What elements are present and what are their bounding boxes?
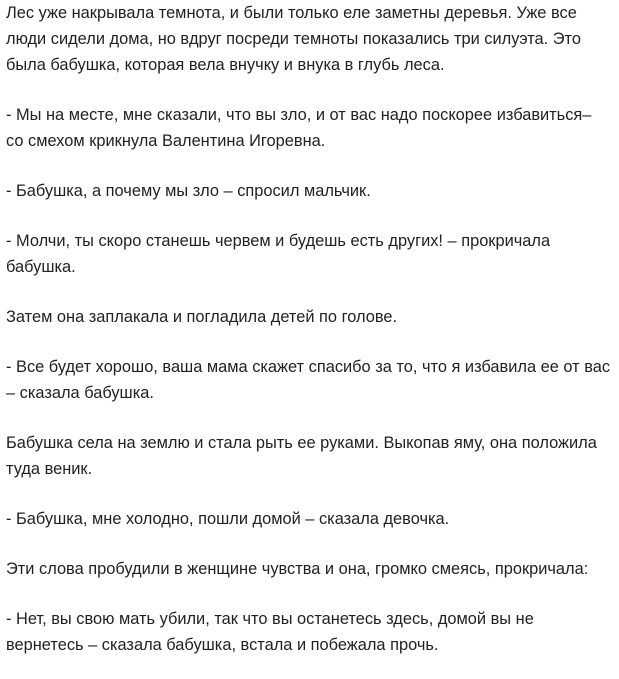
paragraph-dialogue-boy: - Бабушка, а почему мы зло – спросил мальчик.: [6, 182, 371, 200]
paragraph-narration-1: Затем она заплакала и погладила детей по голове.: [6, 308, 398, 326]
paragraph-dialogue-grandmother-1: - Мы на месте, мне сказали, что вы зло, и от вас надо поскорее избавиться– со смехом крикнула Валентина Игоревна.: [6, 106, 592, 150]
paragraph-narration-3: Эти слова пробудили в женщине чувства и она, громко смеясь, прокричала:: [6, 560, 589, 578]
paragraph-dialogue-grandmother-2: - Молчи, ты скоро станешь червем и будешь есть других! – прокричала бабушка.: [6, 232, 551, 276]
paragraph-dialogue-grandmother-3: - Все будет хорошо, ваша мама скажет спасибо за то, что я избавила ее от вас – сказала бабушка.: [6, 358, 611, 402]
paragraph-dialogue-girl: - Бабушка, мне холодно, пошли домой – сказала девочка.: [6, 510, 450, 528]
paragraph-narration-2: Бабушка села на землю и стала рыть ее руками. Выкопав яму, она положила туда веник.: [6, 434, 597, 478]
article-body: [6, 0, 613, 658]
paragraph-intro: Лес уже накрывала темнота, и были только еле заметны деревья. Уже все люди сидели дома, но вдруг посреди темноты показались три силуэта. Это была бабушка, которая вела внучку и внука в глубь леса.: [6, 4, 581, 74]
paragraph-dialogue-grandmother-4: - Нет, вы свою мать убили, так что вы останетесь здесь, домой вы не вернетесь – сказала бабушка, встала и побежала прочь.: [6, 610, 534, 654]
